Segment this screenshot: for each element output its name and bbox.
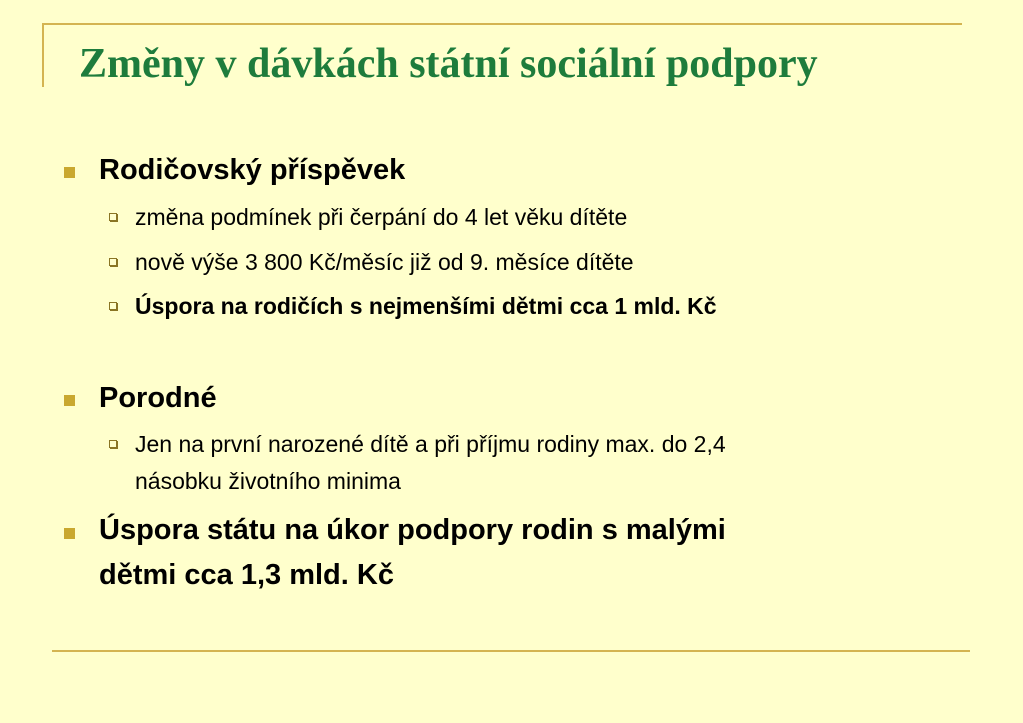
top-border-line <box>42 23 962 25</box>
left-border-line <box>42 23 44 87</box>
sub-bullet-text: nově výše 3 800 Kč/měsíc již od 9. měsíce dítěte <box>135 249 634 275</box>
hollow-square-bullet-icon <box>109 213 117 221</box>
bullet-text-state-savings-line2: dětmi cca 1,3 mld. Kč <box>99 559 394 591</box>
bullet-text-state-savings-line1: Úspora státu na úkor podpory rodin s malými <box>99 514 726 546</box>
sub-bullet-text-line1: Jen na první narozené dítě a při příjmu rodiny max. do 2,4 <box>135 431 726 457</box>
hollow-square-bullet-icon <box>109 258 117 266</box>
sub-bullet-text-savings: Úspora na rodičích s nejmenšími dětmi cca 1 mld. Kč <box>135 293 717 319</box>
square-bullet-icon <box>64 528 75 539</box>
square-bullet-icon <box>64 167 75 178</box>
square-bullet-icon <box>64 395 75 406</box>
bullet-heading-birth-grant: Porodné <box>99 382 217 414</box>
sub-bullet-text-line2: násobku životního minima <box>135 468 401 494</box>
bottom-border-line <box>52 650 970 652</box>
sub-bullet-text: změna podmínek při čerpání do 4 let věku dítěte <box>135 204 628 230</box>
slide-title: Změny v dávkách státní sociální podpory <box>79 41 818 87</box>
hollow-square-bullet-icon <box>109 440 117 448</box>
bullet-heading-parental-allowance: Rodičovský příspěvek <box>99 154 406 186</box>
hollow-square-bullet-icon <box>109 302 117 310</box>
